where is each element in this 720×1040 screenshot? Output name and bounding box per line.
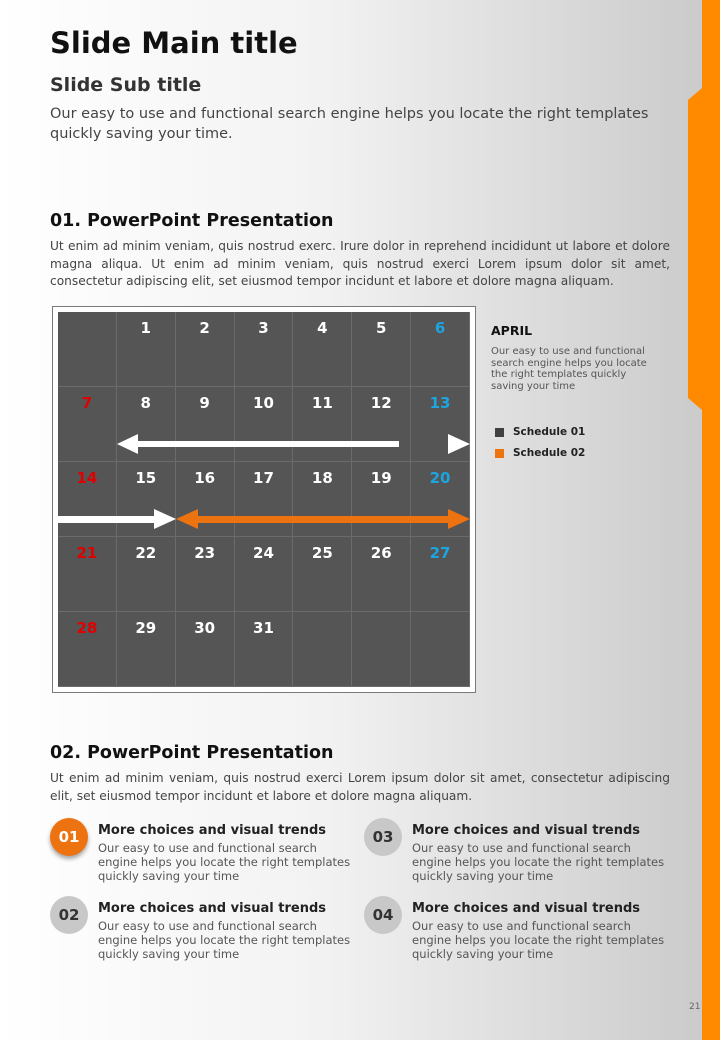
calendar-day: 15: [117, 462, 176, 537]
step-title: More choices and visual trends: [98, 823, 327, 838]
calendar-day: 4: [293, 312, 352, 387]
step-title: More choices and visual trends: [98, 901, 327, 916]
calendar-day: 21: [58, 537, 117, 612]
legend-schedule-02: [495, 447, 585, 459]
step-text: Our easy to use and functional search engine helps you locate the right templates quickly saving your time: [98, 919, 351, 961]
step-item: [364, 896, 665, 966]
calendar-day: 25: [293, 537, 352, 612]
calendar-day: 30: [176, 612, 235, 687]
schedule-02-arrow: [176, 509, 470, 529]
step-item: [50, 896, 351, 966]
step-title: More choices and visual trends: [412, 823, 641, 838]
step-text: Our easy to use and functional search engine helps you locate the right templates quickly saving your time: [412, 841, 665, 883]
calendar-day: 27: [411, 537, 470, 612]
calendar-day: 5: [352, 312, 411, 387]
legend-label: Schedule 02: [513, 447, 586, 459]
calendar-day: 20: [411, 462, 470, 537]
intro-text: Our easy to use and functional search engine helps you locate the right templates quickly saving your time.: [50, 106, 649, 142]
calendar: [52, 306, 476, 693]
calendar-day: 13: [411, 387, 470, 462]
calendar-day: 2: [176, 312, 235, 387]
step-item: [364, 818, 665, 888]
step-number-badge: 03: [364, 818, 402, 856]
step-number-badge: 04: [364, 896, 402, 934]
legend-schedule-01: [495, 426, 585, 438]
legend-swatch: [495, 428, 504, 437]
calendar-day: 14: [58, 462, 117, 537]
calendar-day: 22: [117, 537, 176, 612]
calendar-day: 23: [176, 537, 235, 612]
section-1-title: 01. PowerPoint Presentation: [50, 211, 334, 231]
month-description: Our easy to use and functional search engine helps you locate the right templates quickly saving your time: [491, 346, 647, 392]
calendar-day: 12: [352, 387, 411, 462]
calendar-day: 19: [352, 462, 411, 537]
calendar-day: 8: [117, 387, 176, 462]
legend-swatch: [495, 449, 504, 458]
calendar-day: 29: [117, 612, 176, 687]
calendar-day: 6: [411, 312, 470, 387]
calendar-day: 3: [235, 312, 294, 387]
step-item: [50, 818, 351, 888]
calendar-day: 10: [235, 387, 294, 462]
calendar-day: 11: [293, 387, 352, 462]
legend-label: Schedule 01: [513, 426, 586, 438]
calendar-day: 24: [235, 537, 294, 612]
calendar-day: 9: [176, 387, 235, 462]
calendar-day: 7: [58, 387, 117, 462]
calendar-day: 17: [235, 462, 294, 537]
schedule-01-arrow-week2: [117, 434, 470, 454]
step-text: Our easy to use and functional search engine helps you locate the right templates quickly saving your time: [98, 841, 351, 883]
step-title: More choices and visual trends: [412, 901, 641, 916]
calendar-day: 31: [235, 612, 294, 687]
month-label: APRIL: [491, 323, 533, 338]
calendar-day: 16: [176, 462, 235, 537]
schedule-01-arrow-week3: [58, 509, 176, 529]
calendar-day: 18: [293, 462, 352, 537]
orange-side-tab: [680, 0, 720, 1040]
page-title: Slide Main title: [50, 26, 298, 60]
section-2-text: Ut enim ad minim veniam, quis nostrud exerci Lorem ipsum dolor sit amet, consectetur adipiscing elit, set eiusmod tempor incidunt et labore et dolore magna aliquam.: [50, 771, 670, 803]
calendar-day: 28: [58, 612, 117, 687]
section-2-title: 02. PowerPoint Presentation: [50, 743, 334, 763]
page-subtitle: Slide Sub title: [50, 74, 202, 96]
step-number-badge: 01: [50, 818, 88, 856]
step-number-badge: 02: [50, 896, 88, 934]
section-1-text: Ut enim ad minim veniam, quis nostrud exerc. Irure dolor in reprehend incididunt ut labore et dolore magna aliqua. Ut enim ad minim veniam, quis nostrud exerci Lorem ipsum dolor sit amet, consectetur adipiscing elit, set eiusmod tempor incidunt et labore et dolore magna aliquam.: [50, 239, 670, 288]
calendar-day: 1: [117, 312, 176, 387]
schedule-arrows: [58, 312, 470, 687]
step-text: Our easy to use and functional search engine helps you locate the right templates quickly saving your time: [412, 919, 665, 961]
calendar-day: 26: [352, 537, 411, 612]
page-number: 21: [689, 1002, 701, 1012]
